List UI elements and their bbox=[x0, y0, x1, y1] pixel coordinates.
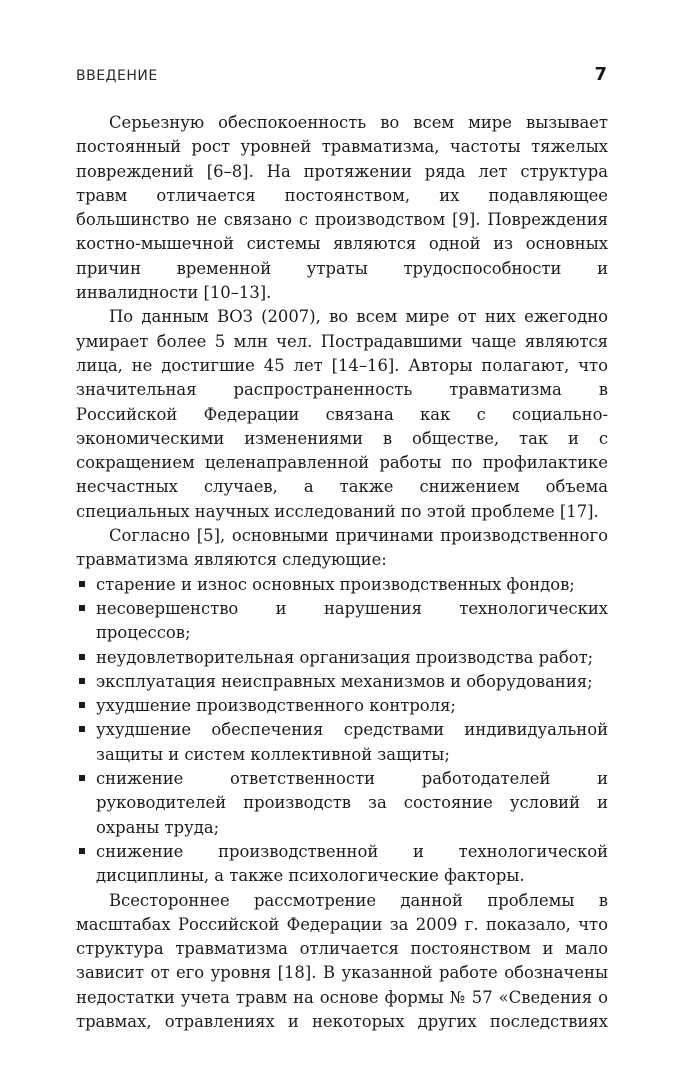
list-item-text: снижение производственной и технологической дисциплины, а также психологические факторы. bbox=[96, 841, 608, 886]
list-item-text: несовершенство и нарушения технологических процессов; bbox=[96, 598, 608, 643]
list-item bbox=[76, 840, 608, 889]
paragraph-causes-intro: Согласно [5], основными причинами производственного травматизма являются следующие: bbox=[76, 526, 608, 570]
list-item bbox=[76, 597, 608, 646]
causes-list bbox=[76, 573, 608, 889]
list-item-text: старение и износ основных производственных фондов; bbox=[96, 574, 575, 594]
square-bullet-icon bbox=[79, 605, 85, 611]
paragraph-who-data: По данным ВОЗ (2007), во всем мире от них ежегодно умирает более 5 млн чел. Пострадавшими чаще являются лица, не достигшие 45 лет [14–16]. Авторы полагают, что значительная распространенность травматизма в Российской Федерации связана как с социально-экономическими изменениями в обществе, так и с сокращением целенаправленной работы по профилактике несчастных случаев, а также снижением объема специальных научных исследований по этой проблеме [17]. bbox=[76, 307, 608, 521]
list-item bbox=[76, 573, 608, 597]
running-head: ВВЕДЕНИЕ bbox=[76, 68, 158, 84]
square-bullet-icon bbox=[79, 581, 85, 587]
list-item bbox=[76, 670, 608, 694]
list-item-text: неудовлетворительная организация производства работ; bbox=[96, 647, 594, 667]
page-number: 7 bbox=[594, 64, 607, 85]
paragraph-injury-concern: Серьезную обеспокоенность во всем мире вызывает постоянный рост уровней травматизма, частоты тяжелых повреждений [6–8]. На протяжении ряда лет структура травм отличается постоянством, их подавляющее большинство не связано с производством [9]. Повреждения костно-мышечной системы являются одной из основных причин временной утраты трудоспособности и инвалидности [10–13]. bbox=[76, 113, 608, 303]
square-bullet-icon bbox=[79, 654, 85, 660]
body-text bbox=[76, 111, 608, 1034]
list-item bbox=[76, 718, 608, 767]
square-bullet-icon bbox=[79, 848, 85, 854]
list-item-text: эксплуатация неисправных механизмов и оборудования; bbox=[96, 671, 593, 691]
list-item-text: ухудшение обеспечения средствами индивидуальной защиты и систем коллективной защиты; bbox=[96, 720, 608, 764]
list-item-text: ухудшение производственного контроля; bbox=[96, 696, 456, 716]
square-bullet-icon bbox=[79, 678, 85, 684]
list-item-text: снижение ответственности работодателей и руководителей производств за состояние условий и охраны труда; bbox=[96, 769, 608, 837]
list-item bbox=[76, 694, 608, 718]
square-bullet-icon bbox=[79, 702, 85, 708]
list-item bbox=[76, 646, 608, 670]
square-bullet-icon bbox=[79, 726, 85, 732]
square-bullet-icon bbox=[79, 775, 85, 781]
list-item bbox=[76, 767, 608, 840]
paragraph-federation-review: Всестороннее рассмотрение данной проблемы в масштабах Российской Федерации за 2009 г. показало, что структура травматизма отличается постоянством и мало зависит от его уровня [18]. В указанной работе обозначены недостатки учета травм на основе формы № 57 «Сведения о травмах, отравлениях и некоторых других последствиях bbox=[76, 890, 608, 1031]
